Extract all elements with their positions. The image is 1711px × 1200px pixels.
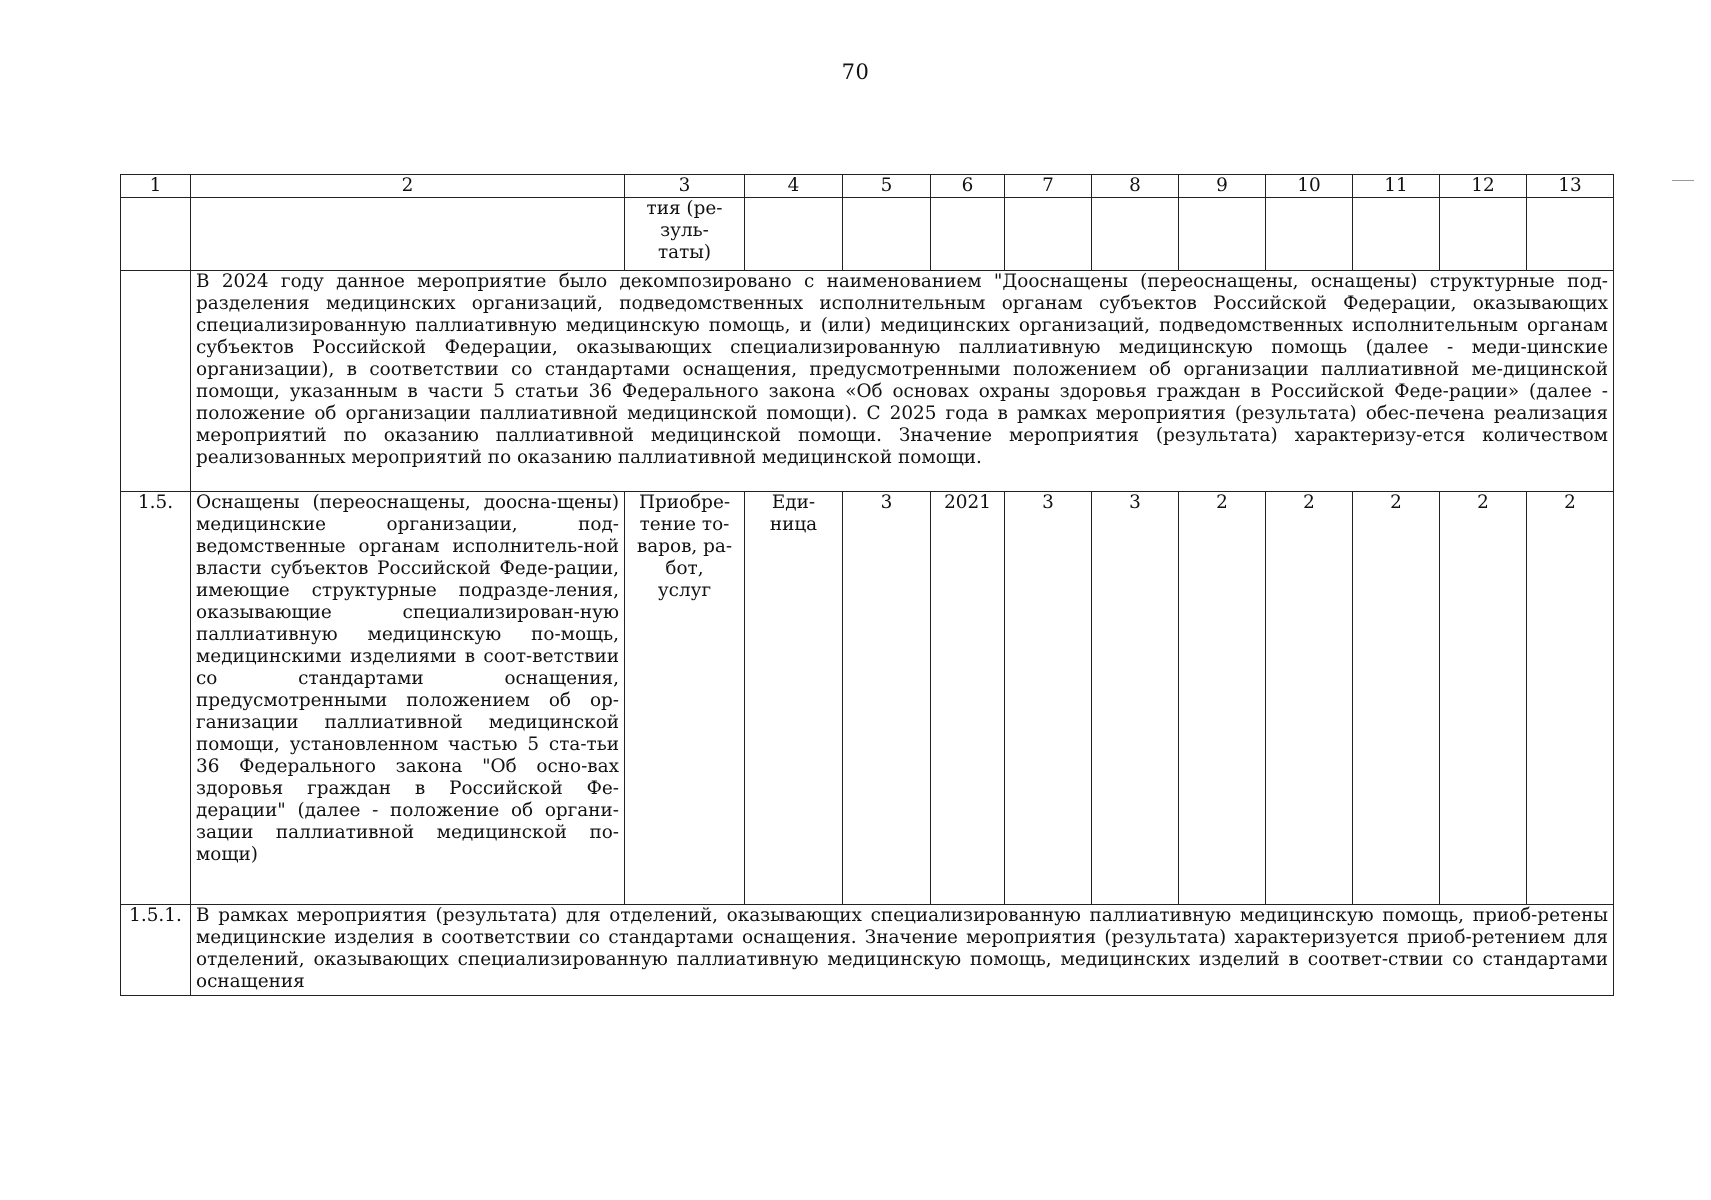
header-cell-5: 5 (843, 175, 931, 198)
row-value-2026: 3 (1092, 492, 1179, 905)
header-cell-8: 8 (1092, 175, 1179, 198)
continuation-cell-12 (1440, 198, 1527, 271)
continuation-cell-1 (121, 198, 191, 271)
header-cell-10: 10 (1266, 175, 1353, 198)
row-value-2029: 2 (1353, 492, 1440, 905)
continuation-cell-8 (1092, 198, 1179, 271)
note-row (121, 271, 1614, 492)
row-value-2030: 2 (1440, 492, 1527, 905)
continuation-cell-9 (1179, 198, 1266, 271)
note-number-cell (121, 271, 191, 492)
header-cell-1: 1 (121, 175, 191, 198)
page-number: 70 (841, 60, 870, 84)
row-number: 1.5. (121, 492, 191, 905)
row-value-2031: 2 (1527, 492, 1614, 905)
continuation-cell-10 (1266, 198, 1353, 271)
margin-mark (1672, 180, 1694, 181)
continuation-cell-13 (1527, 198, 1614, 271)
continuation-cell-4 (745, 198, 843, 271)
indicators-table (120, 174, 1614, 996)
continuation-cell-6 (931, 198, 1005, 271)
continuation-row (121, 198, 1614, 271)
row-value-2025: 3 (1005, 492, 1092, 905)
row-base-year: 2021 (931, 492, 1005, 905)
continuation-cell-11 (1353, 198, 1440, 271)
header-cell-7: 7 (1005, 175, 1092, 198)
header-cell-11: 11 (1353, 175, 1440, 198)
header-cell-13: 13 (1527, 175, 1614, 198)
row-value-2028: 2 (1266, 492, 1353, 905)
header-cell-9: 9 (1179, 175, 1266, 198)
header-cell-4: 4 (745, 175, 843, 198)
sub-note-text: В рамках мероприятия (результата) для отделений, оказывающих специализированную паллиативную медицинскую помощь, приоб-ретены медицинские изделия в соответствии со стандартами оснащения. Значение мероприятия (результата) характеризуется приоб-ретением для отделений, оказывающих специализированную паллиативную медицинскую помощь, медицинских изделий в соответ-ствии со стандартами оснащения (191, 905, 1614, 996)
continuation-cell-5 (843, 198, 931, 271)
row-unit: Еди- ница (745, 492, 843, 905)
note-text: В 2024 году данное мероприятие было декомпозировано с наименованием "Дооснащены (переоснащены, оснащены) структурные под-разделения медицинских организаций, подведомственных исполнительным органам субъектов Российской Федерации, оказывающих специализированную паллиативную медицинскую помощь, и (или) медицинских организаций, подведомственных исполнительным органам субъектов Российской Федерации, оказывающих специализированную паллиативную медицинскую помощь (далее - меди-цинские организации), в соответствии со стандартами оснащения, предусмотренными положением об организации паллиативной ме-дицинской помощи, указанным в части 5 статьи 36 Федерального закона «Об основах охраны здоровья граждан в Российской Феде-рации» (далее - положение об организации паллиативной медицинской помощи). С 2025 года в рамках мероприятия (результата) обес-печена реализация мероприятий по оказанию паллиативной медицинской помощи. Значение мероприятия (результата) характеризу-ется количеством реализованных мероприятий по оказанию паллиативной медицинской помощи. (191, 271, 1614, 492)
continuation-cell-2 (191, 198, 625, 271)
row-value-2027: 2 (1179, 492, 1266, 905)
header-row (121, 175, 1614, 198)
sub-note-number: 1.5.1. (121, 905, 191, 996)
header-cell-2: 2 (191, 175, 625, 198)
row-name: Оснащены (переоснащены, доосна-щены) медицинские организации, под-ведомственные органам исполнитель-ной власти субъектов Российской Феде-рации, имеющие структурные подразде-ления, оказывающие специализирован-ную паллиативную медицинскую по-мощь, медицинскими изделиями в соот-ветствии со стандартами оснащения, предусмотренными положением об ор-ганизации паллиативной медицинской помощи, установленном частью 5 ста-тьи 36 Федерального закона "Об осно-вах здоровья граждан в Российской Фе-дерации" (далее - положение об органи-зации паллиативной медицинской по-мощи) (191, 492, 625, 905)
continuation-cell-7 (1005, 198, 1092, 271)
row-type: Приобре- тение то- варов, ра- бот, услуг (625, 492, 745, 905)
header-cell-6: 6 (931, 175, 1005, 198)
row-base-value: 3 (843, 492, 931, 905)
continuation-type-cell: тия (ре- зуль- таты) (625, 198, 745, 271)
table-row (121, 492, 1614, 905)
header-cell-12: 12 (1440, 175, 1527, 198)
sub-note-row (121, 905, 1614, 996)
header-cell-3: 3 (625, 175, 745, 198)
